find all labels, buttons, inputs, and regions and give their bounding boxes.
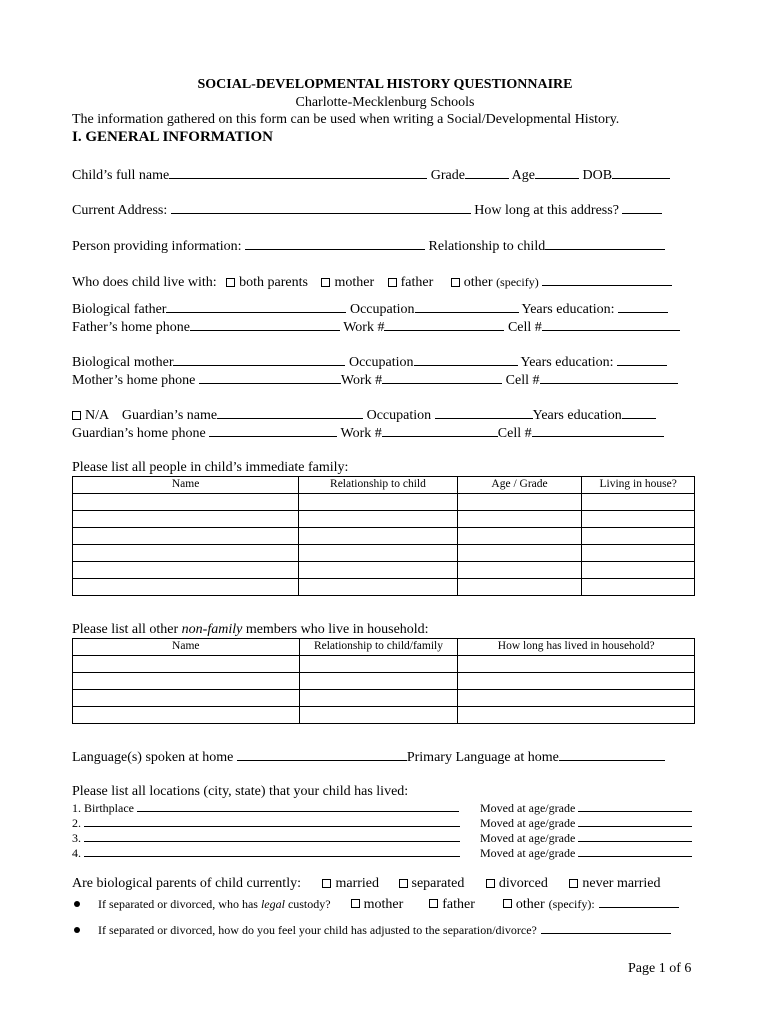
father-label: father bbox=[400, 275, 434, 290]
col-header-name: Name bbox=[73, 477, 299, 494]
guardian-education-label: Years education bbox=[532, 408, 622, 423]
guardian-cell-field[interactable] bbox=[532, 424, 664, 437]
guardian-phone-label: Guardian’s home phone bbox=[72, 426, 206, 441]
col-header-name: Name bbox=[73, 639, 300, 656]
parent-status-row: Are biological parents of child currently: married separated divorced never married bbox=[72, 876, 661, 891]
father-work-field[interactable] bbox=[384, 318, 504, 331]
person-label: Person providing information: bbox=[72, 239, 242, 254]
table-row bbox=[73, 562, 695, 579]
table-row bbox=[73, 494, 695, 511]
table-header-row bbox=[73, 477, 695, 494]
guardian-phone-row bbox=[72, 424, 664, 442]
child-info-row bbox=[72, 166, 670, 184]
custody-specify-field[interactable] bbox=[599, 897, 679, 908]
moved-item: Moved at age/grade bbox=[480, 816, 692, 831]
moved-field[interactable] bbox=[578, 846, 692, 857]
grade-field[interactable] bbox=[465, 166, 509, 179]
dob-label: DOB bbox=[582, 168, 613, 183]
col-header-age-grade: Age / Grade bbox=[457, 477, 582, 494]
how-long-field[interactable] bbox=[622, 201, 662, 214]
col-header-how-long: How long has lived in household? bbox=[458, 639, 695, 656]
adjustment-row: If separated or divorced, how do you feel your child has adjusted to the separation/divorce? bbox=[74, 921, 671, 939]
parent-status-label: Are biological parents of child currently: bbox=[72, 876, 301, 891]
mother-checkbox[interactable] bbox=[321, 278, 330, 287]
age-field[interactable] bbox=[535, 166, 579, 179]
mother-cell-field[interactable] bbox=[540, 371, 678, 384]
father-phone-row bbox=[72, 318, 680, 336]
bullet-icon bbox=[74, 927, 80, 933]
moved-item: Moved at age/grade bbox=[480, 831, 692, 846]
guardian-cell-label: Cell # bbox=[497, 426, 532, 441]
bio-father-field[interactable] bbox=[166, 300, 346, 313]
col-header-living: Living in house? bbox=[582, 477, 695, 494]
child-name-field[interactable] bbox=[169, 166, 427, 179]
form-subtitle: Charlotte-Mecklenburg Schools bbox=[295, 95, 475, 110]
location-item: 4. bbox=[72, 846, 460, 861]
mother-label: mother bbox=[334, 275, 375, 290]
table-row bbox=[73, 528, 695, 545]
father-row bbox=[72, 300, 668, 318]
grade-label: Grade bbox=[430, 168, 465, 183]
mother-occupation-field[interactable] bbox=[414, 353, 518, 366]
address-row bbox=[72, 201, 662, 219]
never-married-checkbox[interactable] bbox=[569, 879, 578, 888]
both-parents-checkbox[interactable] bbox=[226, 278, 235, 287]
mother-occupation-label: Occupation bbox=[348, 355, 414, 370]
bio-father-label: Biological father bbox=[72, 302, 167, 317]
other-specify-field[interactable] bbox=[542, 273, 672, 286]
custody-father-checkbox[interactable] bbox=[429, 899, 438, 908]
table-row bbox=[73, 656, 695, 673]
address-label: Current Address: bbox=[72, 203, 168, 218]
family-table-caption: Please list all people in child’s immediate family: bbox=[72, 460, 349, 475]
father-cell-label: Cell # bbox=[507, 320, 542, 335]
moved-item: Moved at age/grade bbox=[480, 846, 692, 861]
bio-mother-label: Biological mother bbox=[72, 355, 174, 370]
father-occupation-field[interactable] bbox=[415, 300, 519, 313]
guardian-name-label: Guardian’s name bbox=[121, 408, 218, 423]
father-checkbox[interactable] bbox=[388, 278, 397, 287]
mother-work-field[interactable] bbox=[382, 371, 502, 384]
guardian-work-field[interactable] bbox=[382, 424, 498, 437]
father-education-field[interactable] bbox=[618, 300, 668, 313]
lives-with-row bbox=[72, 273, 672, 291]
section-heading: I. GENERAL INFORMATION bbox=[72, 129, 273, 145]
na-label: N/A bbox=[85, 408, 109, 423]
locations-caption: Please list all locations (city, state) that your child has lived: bbox=[72, 784, 409, 799]
father-phone-label: Father’s home phone bbox=[72, 320, 190, 335]
primary-language-field[interactable] bbox=[559, 748, 665, 761]
location-item: 3. bbox=[72, 831, 460, 846]
page-number: Page 1 of 6 bbox=[628, 961, 692, 976]
mother-phone-row bbox=[72, 371, 678, 389]
child-name-label: Child’s full name bbox=[72, 168, 170, 183]
col-header-relationship: Relationship to child/family bbox=[299, 639, 458, 656]
table-row bbox=[73, 707, 695, 724]
age-label: Age bbox=[511, 168, 535, 183]
guardian-phone-field[interactable] bbox=[209, 424, 337, 437]
nonfamily-table-caption: Please list all other non-family members who live in household: bbox=[72, 622, 429, 637]
table-row bbox=[73, 673, 695, 690]
guardian-occupation-label: Occupation bbox=[366, 408, 432, 423]
location-field[interactable] bbox=[84, 816, 460, 827]
moved-item: Moved at age/grade bbox=[480, 801, 692, 816]
mother-phone-label: Mother’s home phone bbox=[72, 373, 196, 388]
location-field[interactable] bbox=[84, 831, 460, 842]
both-parents-label: both parents bbox=[239, 275, 308, 290]
dob-field[interactable] bbox=[612, 166, 670, 179]
specify-label: (specify) bbox=[496, 275, 539, 289]
other-checkbox[interactable] bbox=[451, 278, 460, 287]
form-title: SOCIAL-DEVELOPMENTAL HISTORY QUESTIONNAIRE bbox=[197, 77, 573, 92]
custody-mother-checkbox[interactable] bbox=[351, 899, 360, 908]
married-checkbox[interactable] bbox=[322, 879, 331, 888]
guardian-work-label: Work # bbox=[340, 426, 382, 441]
father-cell-field[interactable] bbox=[542, 318, 680, 331]
separated-checkbox[interactable] bbox=[399, 879, 408, 888]
moved-field[interactable] bbox=[578, 831, 692, 842]
location-item: 1. Birthplace bbox=[72, 801, 459, 816]
language-spoken-label: Language(s) spoken at home bbox=[72, 750, 234, 765]
relationship-label: Relationship to child bbox=[428, 239, 546, 254]
primary-language-label: Primary Language at home bbox=[406, 750, 559, 765]
moved-field[interactable] bbox=[578, 801, 692, 812]
father-work-label: Work # bbox=[343, 320, 385, 335]
guardian-name-field[interactable] bbox=[217, 406, 363, 419]
mother-row bbox=[72, 353, 667, 371]
mother-phone-field[interactable] bbox=[199, 371, 341, 384]
mother-cell-label: Cell # bbox=[505, 373, 540, 388]
divorced-checkbox[interactable] bbox=[486, 879, 495, 888]
table-row bbox=[73, 690, 695, 707]
how-long-label: How long at this address? bbox=[474, 203, 619, 218]
language-row bbox=[72, 748, 665, 766]
guardian-education-field[interactable] bbox=[622, 406, 656, 419]
col-header-relationship: Relationship to child bbox=[299, 477, 458, 494]
location-field[interactable] bbox=[84, 846, 460, 857]
address-field[interactable] bbox=[171, 201, 471, 214]
father-phone-field[interactable] bbox=[190, 318, 340, 331]
family-table bbox=[72, 476, 695, 596]
table-header-row bbox=[73, 639, 695, 656]
table-row bbox=[73, 545, 695, 562]
informant-row bbox=[72, 237, 665, 255]
language-spoken-field[interactable] bbox=[237, 748, 407, 761]
other-label: other bbox=[463, 275, 493, 290]
table-row bbox=[73, 579, 695, 596]
father-occupation-label: Occupation bbox=[349, 302, 415, 317]
person-field[interactable] bbox=[245, 237, 425, 250]
table-row bbox=[73, 511, 695, 528]
guardian-occupation-field[interactable] bbox=[435, 406, 533, 419]
moved-field[interactable] bbox=[578, 816, 692, 827]
mother-education-label: Years education: bbox=[520, 355, 614, 370]
location-item: 2. bbox=[72, 816, 460, 831]
bio-mother-field[interactable] bbox=[173, 353, 345, 366]
guardian-row bbox=[72, 406, 656, 424]
intro-text: The information gathered on this form can be used when writing a Social/Developmental History. bbox=[72, 112, 620, 127]
location-field[interactable] bbox=[137, 801, 459, 812]
lives-with-label: Who does child live with: bbox=[72, 275, 217, 290]
adjustment-field[interactable] bbox=[541, 923, 671, 934]
bullet-icon bbox=[74, 901, 80, 907]
relationship-field[interactable] bbox=[545, 237, 665, 250]
father-education-label: Years education: bbox=[521, 302, 615, 317]
nonfamily-table bbox=[72, 638, 695, 724]
custody-other-checkbox[interactable] bbox=[503, 899, 512, 908]
mother-education-field[interactable] bbox=[617, 353, 667, 366]
custody-row: If separated or divorced, who has legal custody? mother father other (specify): bbox=[74, 895, 679, 913]
mother-work-label: Work # bbox=[340, 373, 383, 388]
na-checkbox[interactable] bbox=[72, 411, 81, 420]
